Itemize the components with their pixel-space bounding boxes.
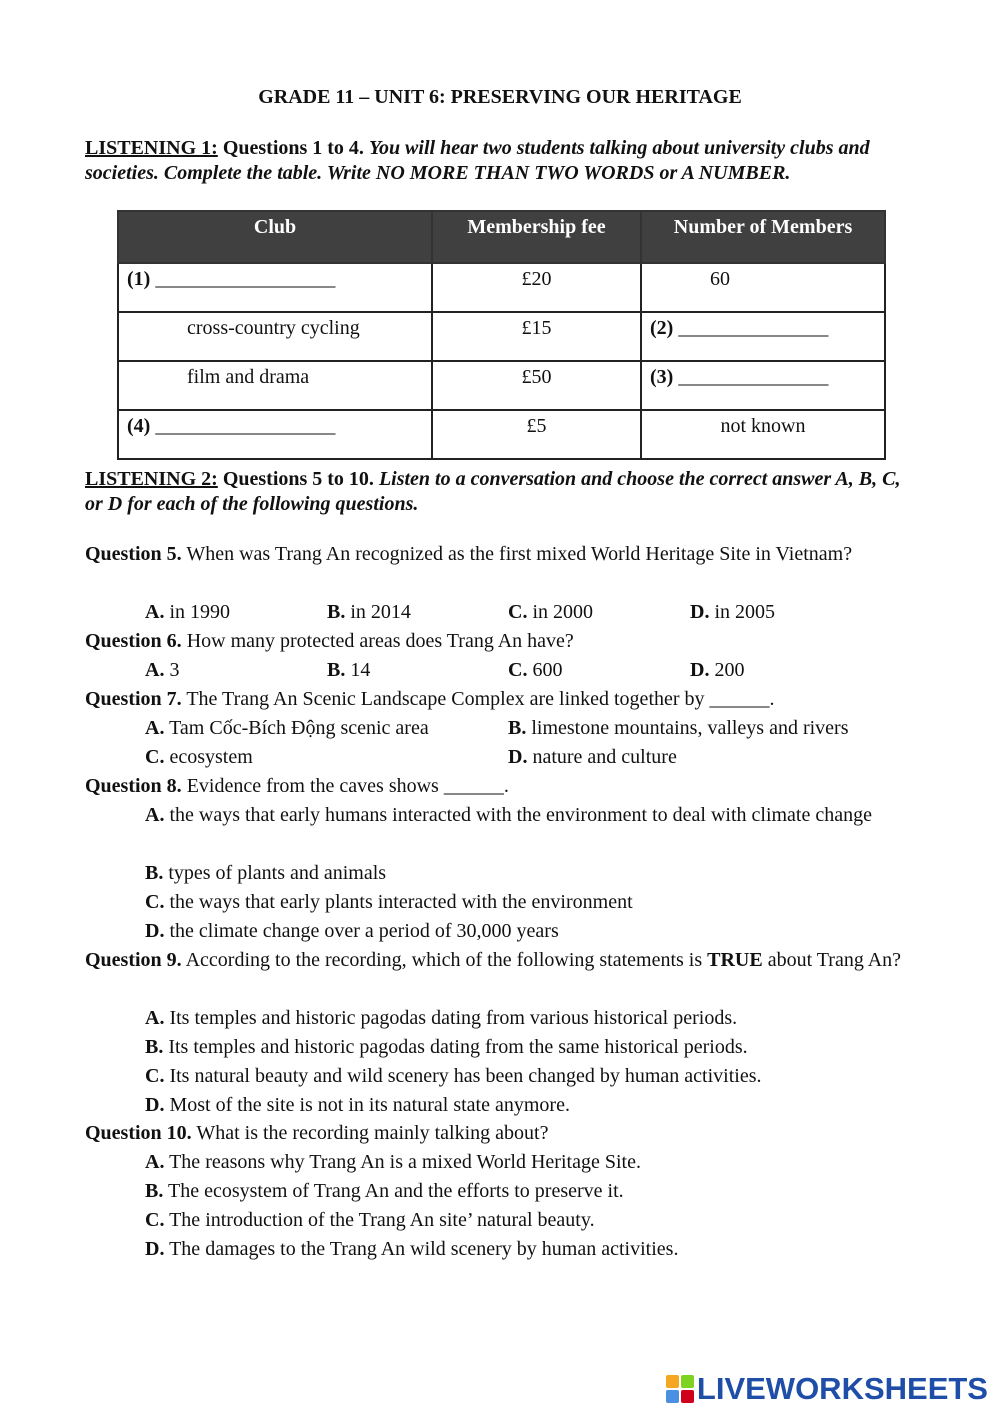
listening1-label: LISTENING 1: (85, 137, 218, 159)
q5-option-a[interactable]: A. in 1990 (145, 601, 231, 623)
logo-square-icon (666, 1390, 679, 1403)
q7-option-c[interactable]: C. ecosystem (145, 746, 253, 768)
members-cell-2[interactable]: (2) _______________ (641, 312, 885, 361)
q6-option-d[interactable]: D. 200 (690, 659, 745, 681)
members-cell-3[interactable]: (3) _______________ (641, 361, 885, 410)
listening2-questions: Questions 5 to 10. (222, 468, 374, 490)
q9-option-c[interactable]: C. Its natural beauty and wild scenery has been changed by human activities. (145, 1065, 762, 1087)
q8-option-a[interactable]: A. the ways that early humans interacted with the environment to deal with climate change (145, 804, 872, 826)
q9-option-d[interactable]: D. Most of the site is not in its natural state anymore. (145, 1094, 570, 1116)
question-10: Question 10. What is the recording mainly talking about? (85, 1122, 549, 1144)
logo-text: LIVEWORKSHEETS (696, 1371, 988, 1406)
clubs-table (117, 210, 886, 460)
logo-grid-icon (666, 1375, 694, 1403)
listening2-instruction: Listen to a conversation and choose the correct answer A, B, C, or D for each of the following questions. (85, 468, 901, 515)
logo-square-icon (666, 1375, 679, 1388)
question-5: Question 5. When was Trang An recognized as the first mixed World Heritage Site in Vietnam? (85, 543, 853, 565)
listening2-instructions (85, 467, 915, 517)
q5-option-d[interactable]: D. in 2005 (690, 601, 776, 623)
q8-option-d[interactable]: D. the climate change over a period of 30,000 years (145, 920, 559, 942)
club-cell: cross-country cycling (118, 312, 432, 361)
q6-option-c[interactable]: C. 600 (508, 659, 563, 681)
question-9: Question 9. According to the recording, which of the following statements is TRUE about Trang An? (85, 949, 902, 971)
fee-cell: £50 (432, 361, 641, 410)
q5-option-b[interactable]: B. in 2014 (327, 601, 411, 623)
listening1-questions: Questions 1 to 4. (222, 137, 364, 159)
liveworksheets-logo[interactable] (666, 1372, 988, 1406)
logo-square-icon (681, 1390, 694, 1403)
header-fee: Membership fee (432, 211, 641, 263)
q6-option-a[interactable]: A. 3 (145, 659, 180, 681)
club-cell: film and drama (118, 361, 432, 410)
q10-option-b[interactable]: B. The ecosystem of Trang An and the efforts to preserve it. (145, 1180, 624, 1202)
q10-option-d[interactable]: D. The damages to the Trang An wild scenery by human activities. (145, 1238, 679, 1260)
logo-square-icon (681, 1375, 694, 1388)
table-row (118, 361, 885, 410)
q10-option-c[interactable]: C. The introduction of the Trang An site’ natural beauty. (145, 1209, 595, 1231)
members-cell: 60 (641, 263, 885, 312)
q7-option-b[interactable]: B. limestone mountains, valleys and rivers (508, 717, 849, 739)
table-row (118, 312, 885, 361)
listening1-instructions (85, 136, 915, 186)
q8-option-b[interactable]: B. types of plants and animals (145, 862, 387, 884)
header-members: Number of Members (641, 211, 885, 263)
page-title: GRADE 11 – UNIT 6: PRESERVING OUR HERITAGE (258, 86, 742, 108)
q9-option-a[interactable]: A. Its temples and historic pagodas dating from various historical periods. (145, 1007, 738, 1029)
question-6: Question 6. How many protected areas does Trang An have? (85, 630, 574, 652)
table-header-row (118, 211, 885, 263)
q5-option-c[interactable]: C. in 2000 (508, 601, 594, 623)
listening2-label: LISTENING 2: (85, 468, 218, 490)
q7-option-d[interactable]: D. nature and culture (508, 746, 677, 768)
fee-cell: £20 (432, 263, 641, 312)
q9-option-b[interactable]: B. Its temples and historic pagodas dating from the same historical periods. (145, 1036, 748, 1058)
q8-option-c[interactable]: C. the ways that early plants interacted with the environment (145, 891, 633, 913)
fee-cell: £5 (432, 410, 641, 459)
club-cell-1[interactable]: (1) __________________ (118, 263, 432, 312)
table-row (118, 263, 885, 312)
question-7: Question 7. The Trang An Scenic Landscape Complex are linked together by ______. (85, 688, 775, 710)
q7-option-a[interactable]: A. Tam Cốc-Bích Động scenic area (145, 717, 429, 739)
table-row (118, 410, 885, 459)
listening1-instruction: You will hear two students talking about university clubs and societies. Complete the table. Write NO MORE THAN TWO WORDS or A NUMBER. (85, 137, 870, 184)
members-cell: not known (641, 410, 885, 459)
header-club: Club (118, 211, 432, 263)
q6-option-b[interactable]: B. 14 (327, 659, 371, 681)
fee-cell: £15 (432, 312, 641, 361)
q10-option-a[interactable]: A. The reasons why Trang An is a mixed World Heritage Site. (145, 1151, 641, 1173)
question-8: Question 8. Evidence from the caves shows ______. (85, 775, 509, 797)
club-cell-4[interactable]: (4) __________________ (118, 410, 432, 459)
